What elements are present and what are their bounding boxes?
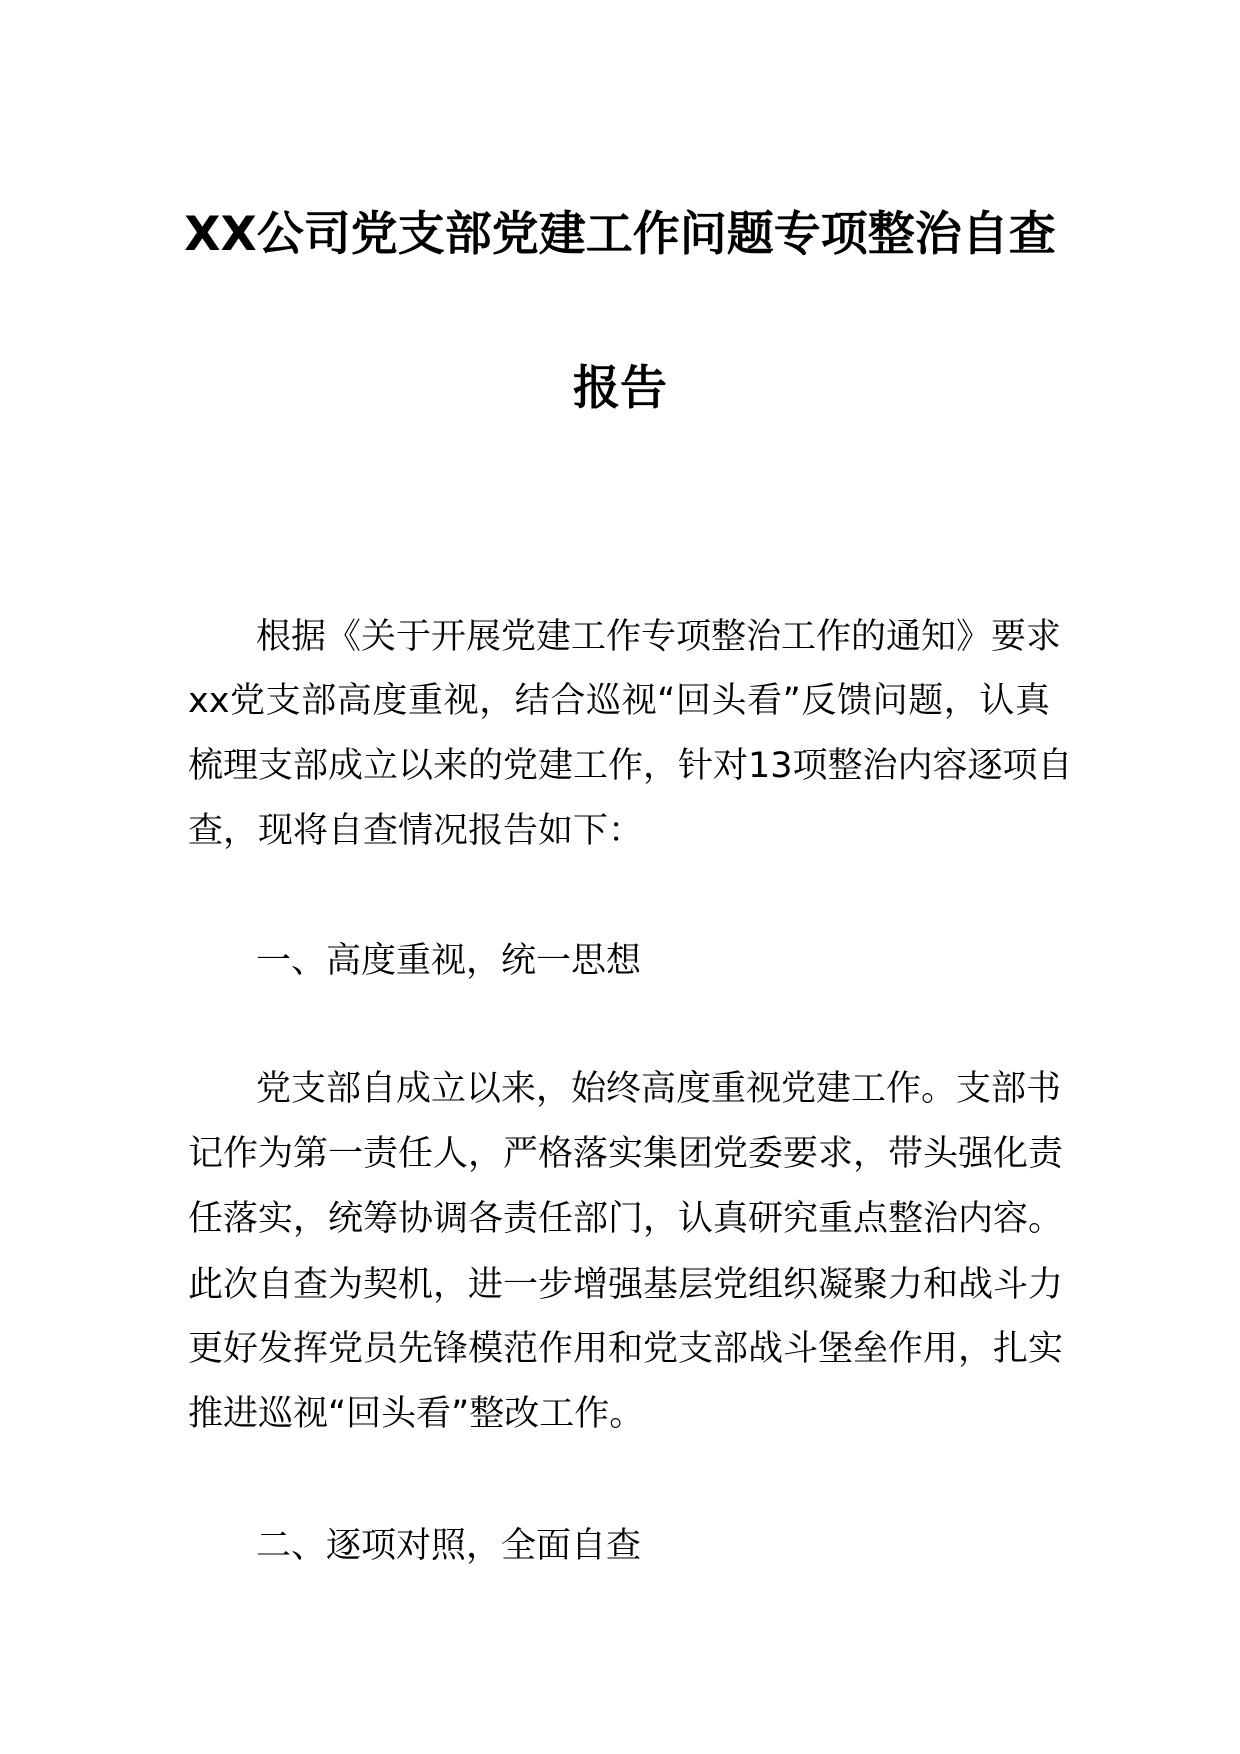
document-title-line-1: XX公司党支部党建工作问题专项整治自查 xyxy=(184,207,1056,262)
paragraph-line: xx党支部高度重视，结合巡视“回头看”反馈问题，认真 xyxy=(188,681,1050,721)
paragraph-line: 梳理支部成立以来的党建工作，针对13项整治内容逐项自 xyxy=(188,746,1073,786)
paragraph-line: 根据《关于开展党建工作专项整治工作的通知》要求 xyxy=(256,617,1062,657)
paragraph-line: 此次自查为契机，进一步增强基层党组织凝聚力和战斗力 xyxy=(188,1265,1064,1305)
document-title-line-2: 报告 xyxy=(573,361,667,416)
paragraph-line: 党支部自成立以来，始终高度重视党建工作。支部书 xyxy=(256,1069,1062,1109)
paragraph-line: 查，现将自查情况报告如下： xyxy=(188,811,644,851)
paragraph-line: 记作为第一责任人，严格落实集团党委要求，带头强化责 xyxy=(188,1134,1064,1174)
section-heading-1: 一、高度重视，统一思想 xyxy=(256,941,642,981)
paragraph-line: 更好发挥党员先锋模范作用和党支部战斗堡垒作用，扎实 xyxy=(188,1329,1064,1369)
paragraph-line: 推进巡视“回头看”整改工作。 xyxy=(188,1394,645,1434)
paragraph-line: 任落实，统筹协调各责任部门，认真研究重点整治内容。 xyxy=(188,1199,1064,1239)
section-heading-2: 二、逐项对照，全面自查 xyxy=(256,1526,642,1566)
